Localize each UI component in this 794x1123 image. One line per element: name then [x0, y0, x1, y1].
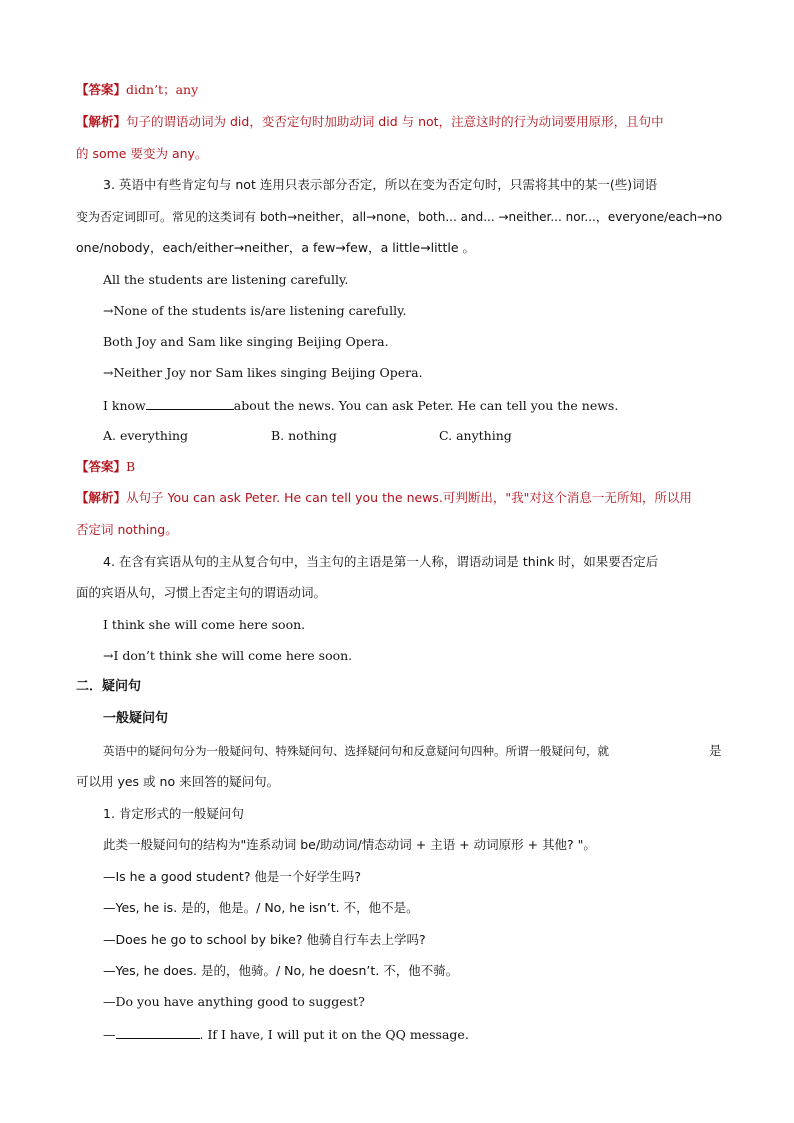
explanation-1 — [76, 114, 664, 130]
option-a: A. everything — [103, 428, 188, 443]
item-4-line-2: 面的宾语从句，习惯上否定主句的谓语动词。 — [76, 585, 327, 600]
item-1-heading: 1. 肯定形式的一般疑问句 — [103, 806, 244, 821]
dialogue-3-question: —Do you have anything good to suggest? — [103, 994, 365, 1009]
example-3-negative: →I don’t think she will come here soon. — [103, 648, 353, 663]
answer-2 — [76, 459, 135, 475]
example-2: Both Joy and Sam like singing Beijing Opera. — [103, 334, 389, 349]
option-c: C. anything — [439, 428, 512, 443]
dialogue-1-question: —Is he a good student? 他是一个好学生吗? — [103, 869, 362, 884]
answer-text: didn’t；any — [126, 82, 199, 97]
answer-text: B — [126, 459, 136, 474]
answer-blank — [116, 1026, 200, 1039]
subsection-heading: 一般疑问句 — [103, 711, 169, 726]
item-3-line-1: 3. 英语中有些肯定句与 not 连用只表示部分否定，所以在变为否定句时，只需将其中的某一(些)词语 — [103, 177, 658, 192]
explanation-1-cont: 的 some 要变为 any。 — [76, 146, 208, 161]
answer-label: 【答案】 — [76, 459, 127, 474]
example-1: All the students are listening carefully. — [103, 272, 349, 287]
example-1-negative: →None of the students is/are listening carefully. — [103, 303, 407, 318]
dialogue-1-answer: —Yes, he is. 是的，他是。/ No, he isn’t. 不，他不是。 — [103, 900, 419, 915]
intro-line-1-end: 是 — [709, 743, 722, 758]
question-prefix: I know — [103, 398, 146, 413]
explanation-text: 从句子 You can ask Peter. He can tell you the news.可判断出，"我"对这个消息一无所知，所以用 — [126, 490, 692, 505]
answer-label: 【答案】 — [76, 82, 127, 97]
explanation-2 — [76, 490, 692, 506]
explanation-2-cont: 否定词 nothing。 — [76, 522, 178, 537]
dialogue-dash: — — [103, 1027, 116, 1042]
dialogue-suffix: . If I have, I will put it on the QQ message. — [199, 1027, 469, 1042]
dialogue-2-question: —Does he go to school by bike? 他骑自行车去上学吗? — [103, 932, 426, 947]
intro-line-1: 英语中的疑问句分为一般疑问句、特殊疑问句、选择疑问句和反意疑问句四种。所谓一般疑问句，就 — [103, 744, 609, 758]
explanation-label: 【解析】 — [76, 490, 127, 505]
question-sentence — [103, 397, 618, 414]
item-4-line-1: 4. 在含有宾语从句的主从复合句中，当主句的主语是第一人称，谓语动词是 think 时，如果要否定后 — [103, 554, 659, 569]
answer-blank — [146, 397, 234, 410]
example-3: I think she will come here soon. — [103, 617, 306, 632]
intro-line-2: 可以用 yes 或 no 来回答的疑问句。 — [76, 774, 280, 789]
dialogue-2-answer: —Yes, he does. 是的，他骑。/ No, he doesn’t. 不，他不骑。 — [103, 963, 459, 978]
structure-line: 此类一般疑问句的结构为"连系动词 be/助动词/情态动词 + 主语 + 动词原形 + 其他? "。 — [103, 837, 596, 852]
option-b: B. nothing — [271, 428, 337, 443]
answer-1 — [76, 82, 198, 98]
explanation-label: 【解析】 — [76, 114, 127, 129]
item-3-line-2: 变为否定词即可。常见的这类词有 both→neither，all→none，both... and... →neither... nor...，everyone/each→no — [76, 210, 723, 224]
item-3-line-3: one/nobody，each/either→neither，a few→few，a little→little 。 — [76, 240, 475, 255]
explanation-text: 句子的谓语动词为 did，变否定句时加助动词 did 与 not，注意这时的行为动词要用原形，且句中 — [126, 114, 664, 129]
dialogue-3-answer — [103, 1026, 469, 1043]
example-2-negative: →Neither Joy nor Sam likes singing Beijing Opera. — [103, 365, 423, 380]
question-suffix: about the news. You can ask Peter. He can tell you the news. — [233, 398, 619, 413]
section-heading: 二．疑问句 — [76, 679, 142, 694]
